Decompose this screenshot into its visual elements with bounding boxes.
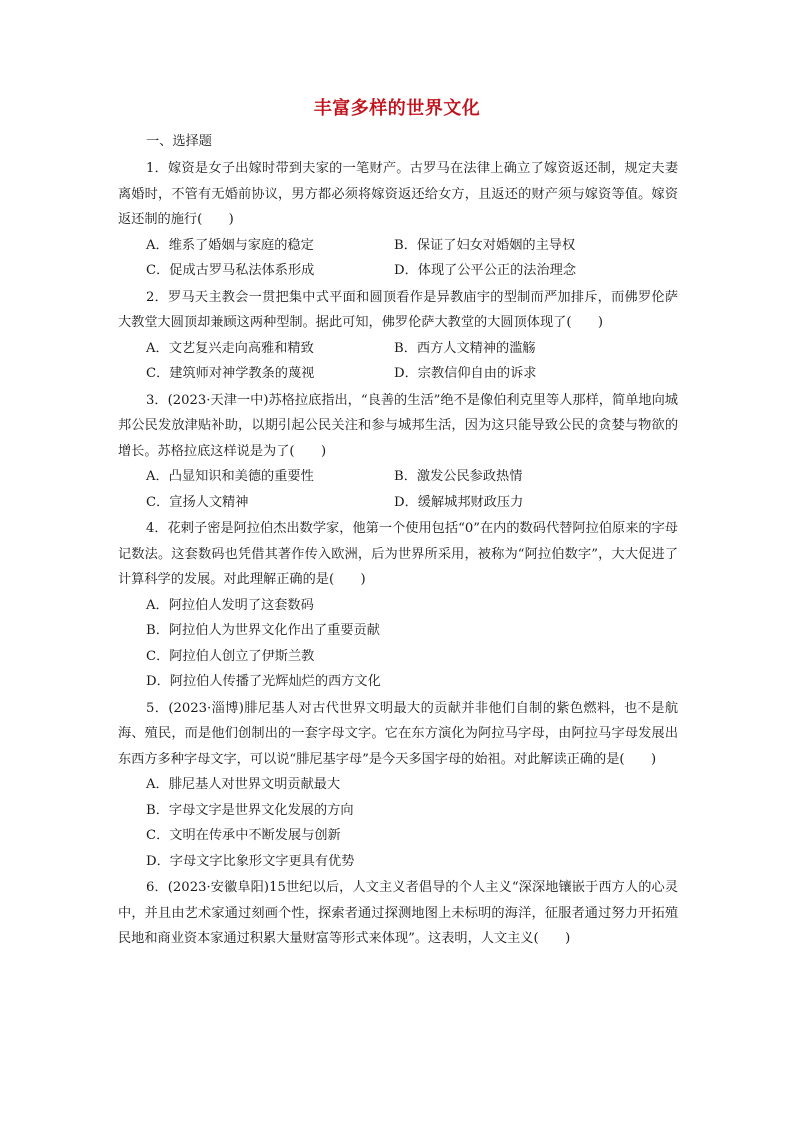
option-row <box>118 258 678 284</box>
option-row <box>118 233 678 259</box>
stem-line: 的心灵中，并且由艺术家通过刻画个性，探索者通过探测地图上未标明的海洋，征服者通过 <box>118 880 679 921</box>
option-c[interactable]: C．阿拉伯人创立了伊斯兰教 <box>146 648 315 664</box>
stem-line: 3．(2023·天津一中)苏格拉底指出，“良善的生活”绝不是像伯利克里等人那样，简单 <box>146 392 639 408</box>
stem-line: 努力开拓殖民地和商业资本家通过积累大量财富等形式来体现”。这表明，人文主义( ) <box>118 905 679 946</box>
option-d[interactable]: D．缓解城邦财政压力 <box>394 494 524 510</box>
question-stem <box>118 875 678 952</box>
option-b[interactable]: B．西方人文精神的滥觞 <box>394 340 536 356</box>
option-row <box>118 490 678 516</box>
stem-line: 5．(2023·淄博)腓尼基人对古代世界文明最大的贡献并非他们自制的紫色燃料，也不 <box>146 700 652 716</box>
section-heading: 一、选择题 <box>146 134 212 149</box>
option-d[interactable]: D．体现了公平公正的法治理念 <box>394 263 577 278</box>
question-4 <box>118 516 678 695</box>
stem-line: 母发展出东西方多种字母文字，可以说“腓尼基字母”是今天多国字母的始祖。对此解读正 <box>118 726 679 767</box>
stem-line: 是航海、殖民，而是他们创制出的一套字母文字。它在东方演化为阿拉马字母，由阿拉马字 <box>118 700 679 741</box>
question-5 <box>118 696 678 875</box>
stem-line: 地向城邦公民发放津贴补助，以期引起公民关注和参与城邦生活，因为这只能导致公民的贪 <box>118 392 678 433</box>
option-a[interactable]: A．阿拉伯人发明了这套数码 <box>146 597 314 613</box>
option-b[interactable]: B．字母文字是世界文化发展的方向 <box>146 802 354 818</box>
option-a[interactable]: A．腓尼基人对世界文明贡献最大 <box>146 777 341 792</box>
stem-line: 夫妻离婚时，不管有无婚前协议，男方都必须将嫁资返还给女方，且返还的财产须与嫁资等 <box>118 161 679 202</box>
stem-line: 4．花剌子密是阿拉伯杰出数学家，他第一个使用包括“0”在内的数码代替阿拉伯原来 <box>146 521 639 536</box>
option-d[interactable]: D．阿拉伯人传播了光辉灿烂的西方文化 <box>146 674 381 689</box>
question-list <box>118 128 678 953</box>
question-stem <box>118 388 678 465</box>
question-6 <box>118 875 678 952</box>
question-stem <box>118 516 678 593</box>
option-c[interactable]: C．文明在传承中不断发展与创新 <box>146 828 341 843</box>
question-stem <box>118 696 678 773</box>
question-1 <box>118 156 678 284</box>
question-2 <box>118 285 678 387</box>
option-c[interactable]: C．宣扬人文精神 <box>146 494 249 510</box>
stem-line: 值。嫁资返还制的施行( ) <box>118 186 679 227</box>
stem-line: 伦萨大教堂大圆顶却兼顾这两种型制。据此可知，佛罗伦萨大教堂的大圆顶体现了( ) <box>118 289 679 330</box>
stem-line: 的字母记数法。这套数码也凭借其著作传入欧洲，后为世界所采用，被称为“阿拉伯数字”， <box>118 521 678 562</box>
option-b[interactable]: B．激发公民参政热情 <box>394 469 523 484</box>
option-a[interactable]: A．维系了婚姻与家庭的稳定 <box>146 237 314 253</box>
option-d[interactable]: D．宗教信仰自由的诉求 <box>394 366 537 381</box>
option-row <box>118 361 678 387</box>
stem-line: 6．(2023·安徽阜阳)15世纪以后，人文主义者倡导的个人主义“深深地镶嵌于西方人 <box>146 880 639 895</box>
option-d[interactable]: D．字母文字比象形文字更具有优势 <box>146 853 355 869</box>
document-title: 丰富多样的世界文化 <box>313 98 481 119</box>
option-c[interactable]: C．建筑师对神学教条的蔑视 <box>146 366 315 381</box>
question-3 <box>118 388 678 516</box>
option-a[interactable]: A．文艺复兴走向高雅和精致 <box>146 340 314 356</box>
option-c[interactable]: C．促成古罗马私法体系形成 <box>146 263 315 278</box>
stem-line: 确的是( ) <box>579 751 657 767</box>
stem-line: 2．罗马天主教会一贯把集中式平面和圆顶看作是异教庙宇的型制而严加排斥，而佛罗 <box>146 289 652 305</box>
option-b[interactable]: B．保证了妇女对婚姻的主导权 <box>394 237 576 253</box>
stem-line: 1．嫁资是女子出嫁时带到夫家的一笔财产。古罗马在法律上确立了嫁资返还制，规定 <box>146 161 652 176</box>
option-a[interactable]: A．凸显知识和美德的重要性 <box>146 469 314 484</box>
option-b[interactable]: B．阿拉伯人为世界文化作出了重要贡献 <box>146 623 380 638</box>
question-stem <box>118 285 678 336</box>
stem-line: 大大促进了计算科学的发展。对此理解正确的是( ) <box>118 546 679 587</box>
stem-line: 婪与物欲的增长。苏格拉底这样说是为了( ) <box>118 418 679 459</box>
option-row <box>118 336 678 362</box>
question-stem <box>118 156 678 233</box>
option-row <box>118 464 678 490</box>
